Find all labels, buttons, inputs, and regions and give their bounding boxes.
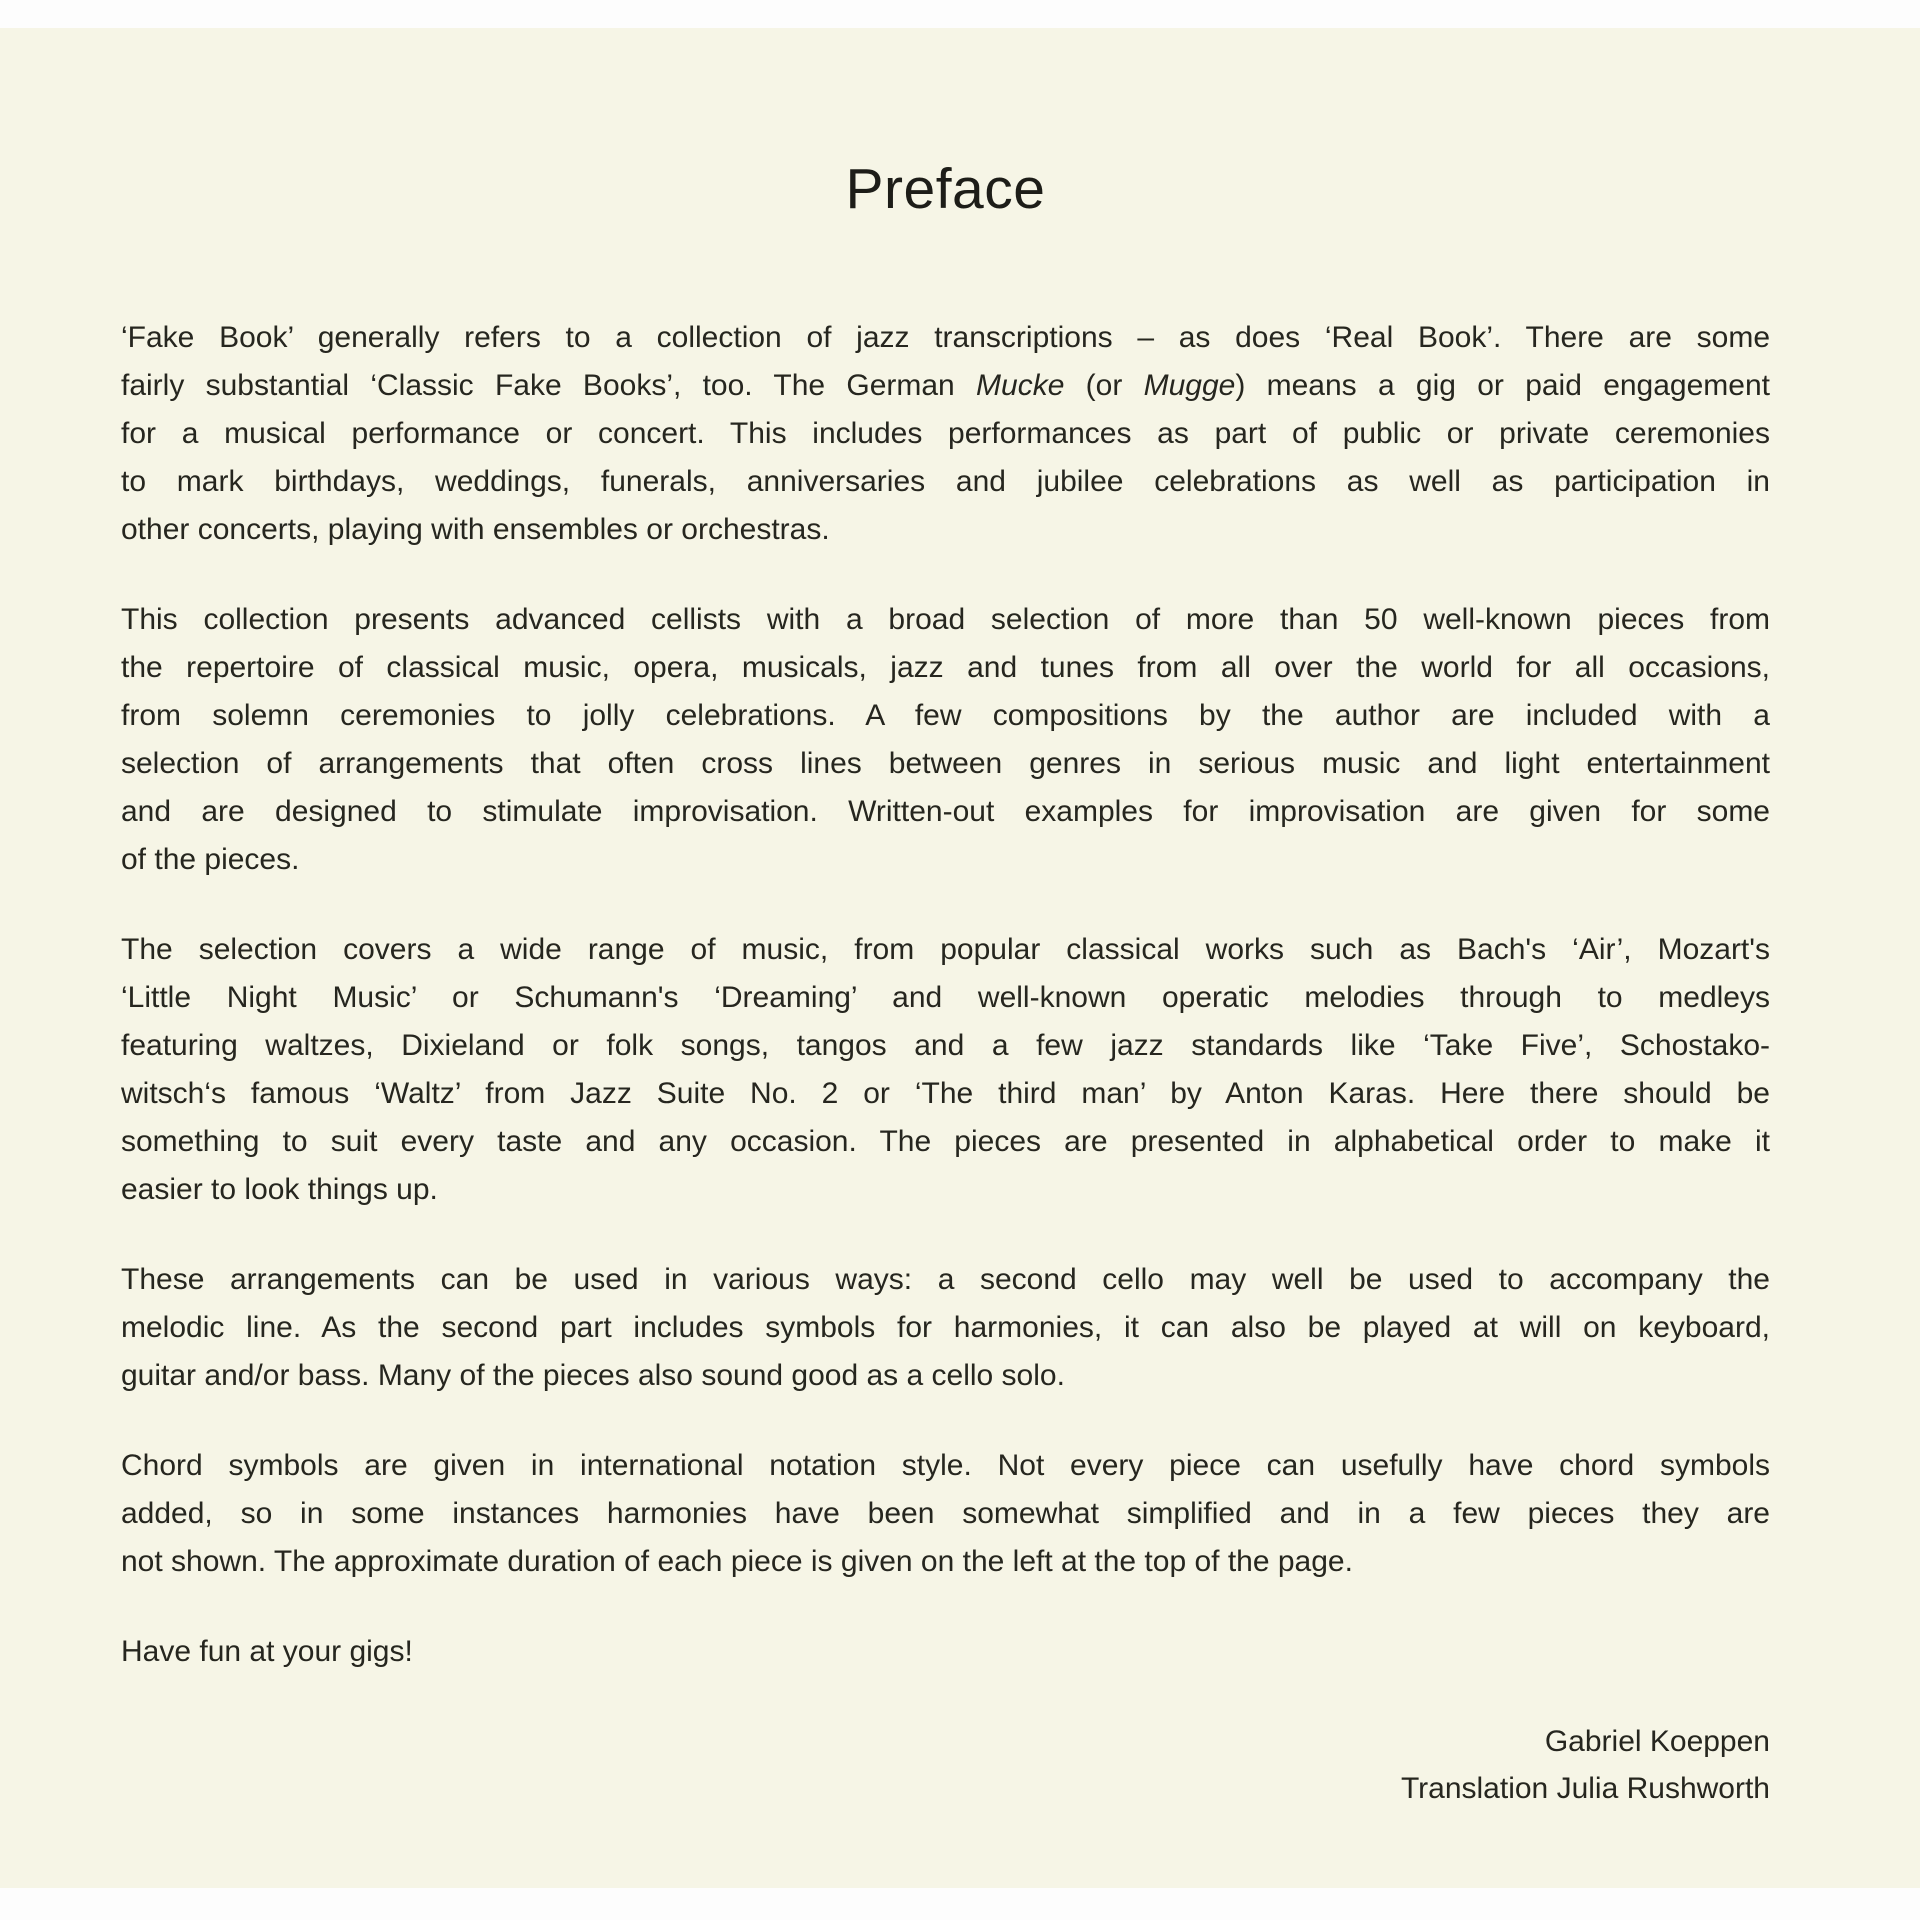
text-line: featuring waltzes, Dixieland or folk songs, tangos and a few jazz standards like ‘Take Five’, Schostako-	[121, 1029, 1770, 1062]
paragraphs	[121, 314, 1770, 1586]
paragraph	[121, 1256, 1770, 1400]
paragraph	[121, 1442, 1770, 1586]
text-line: of the pieces.	[121, 843, 300, 876]
text-line: Chord symbols are given in international notation style. Not every piece can usefully have chord symbols	[121, 1449, 1770, 1482]
text-line: for a musical performance or concert. This includes performances as part of public or private ceremonies	[121, 417, 1770, 450]
translator-credit: Translation Julia Rushworth	[1400, 1772, 1770, 1805]
text-line: fairly substantial ‘Classic Fake Books’, too. The German Mucke (or Mugge) means a gig or paid engagement	[121, 369, 1770, 402]
paragraph	[121, 926, 1770, 1214]
paragraph	[121, 314, 1770, 554]
text-line: This collection presents advanced cellists with a broad selection of more than 50 well-known pieces from	[121, 603, 1770, 636]
text-line: to mark birthdays, weddings, funerals, anniversaries and jubilee celebrations as well as participation in	[121, 465, 1770, 498]
book-page	[0, 28, 1920, 1888]
text-line: witsch‘s famous ‘Waltz’ from Jazz Suite No. 2 or ‘The third man’ by Anton Karas. Here there should be	[121, 1077, 1770, 1110]
text-line: the repertoire of classical music, opera, musicals, jazz and tunes from all over the world for all occasions,	[121, 651, 1770, 684]
text-line: not shown. The approximate duration of each piece is given on the left at the top of the page.	[121, 1545, 1353, 1578]
text-line: other concerts, playing with ensembles or orchestras.	[121, 513, 830, 546]
author-name: Gabriel Koeppen	[1544, 1725, 1770, 1758]
text-line: ‘Little Night Music’ or Schumann's ‘Dreaming’ and well-known operatic melodies through to medleys	[121, 981, 1770, 1014]
text-line: melodic line. As the second part includes symbols for harmonies, it can also be played at will on keyboard,	[121, 1311, 1770, 1344]
text-line: ‘Fake Book’ generally refers to a collection of jazz transcriptions – as does ‘Real Book’. There are some	[121, 321, 1770, 354]
text-line: The selection covers a wide range of music, from popular classical works such as Bach's ‘Air’, Mozart's	[121, 933, 1770, 966]
text-line: from solemn ceremonies to jolly celebrations. A few compositions by the author are included with a	[121, 699, 1770, 732]
closing-line: Have fun at your gigs!	[121, 1635, 413, 1668]
paragraph	[121, 596, 1770, 884]
preface-body	[121, 314, 1770, 1812]
signature-block	[121, 1718, 1770, 1812]
text-line: selection of arrangements that often cross lines between genres in serious music and light entertainment	[121, 747, 1770, 780]
text-line: easier to look things up.	[121, 1173, 438, 1206]
page-title: Preface	[845, 157, 1046, 221]
text-line: and are designed to stimulate improvisation. Written-out examples for improvisation are given for some	[121, 795, 1770, 828]
preface-content	[0, 28, 1920, 1812]
text-line: guitar and/or bass. Many of the pieces also sound good as a cello solo.	[121, 1359, 1065, 1392]
text-line: added, so in some instances harmonies have been somewhat simplified and in a few pieces they are	[121, 1497, 1770, 1530]
text-line: These arrangements can be used in various ways: a second cello may well be used to accompany the	[121, 1263, 1770, 1296]
text-line: something to suit every taste and any occasion. The pieces are presented in alphabetical order to make it	[121, 1125, 1770, 1158]
